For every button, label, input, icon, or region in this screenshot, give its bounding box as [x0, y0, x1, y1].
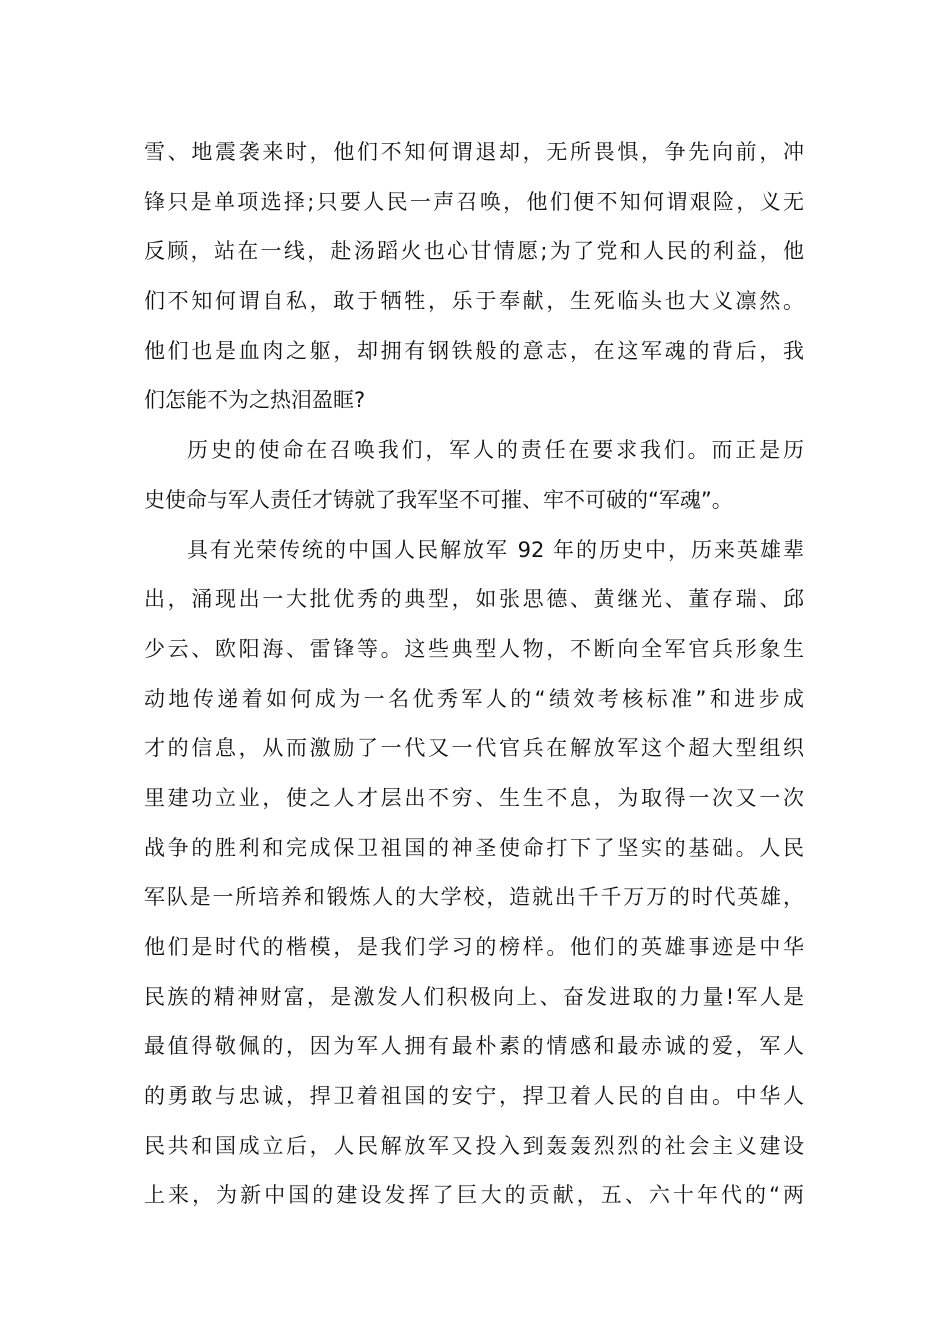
text-line: 他们是时代的楷模，是我们学习的榜样。他们的英雄事迹是中华: [144, 935, 804, 959]
text-line: 他们也是血肉之躯，却拥有钢铁般的意志，在这军魂的背后，我: [144, 338, 804, 363]
text-line: 史使命与军人责任才铸就了我军坚不可摧、牢不可破的“军魂”。: [144, 487, 733, 512]
text-line: 战争的胜利和完成保卫祖国的神圣使命打下了坚实的基础。人民: [144, 835, 804, 860]
text-line: 最值得敬佩的，因为军人拥有最朴素的情感和最赤诚的爱，军人: [144, 1034, 804, 1059]
text-line: 们不知何谓自私，敢于牺牲，乐于奉献，生死临头也大义凛然。: [144, 289, 804, 314]
text-line: 军队是一所培养和锻炼人的大学校，造就出千千万万的时代英雄，: [144, 885, 804, 910]
text-line: 们怎能不为之热泪盈眶?: [144, 388, 366, 413]
text-line: 反顾，站在一线，赴汤蹈火也心甘情愿;为了党和人民的利益，他: [144, 239, 804, 264]
text-line: 少云、欧阳海、雷锋等。这些典型人物，不断向全军官兵形象生: [144, 636, 804, 661]
text-line: 才的信息，从而激励了一代又一代官兵在解放军这个超大型组织: [144, 736, 804, 761]
text-line: 民族的精神财富，是激发人们积极向上、奋发进取的力量!军人是: [144, 984, 804, 1009]
text-line: 历史的使命在召唤我们，军人的责任在要求我们。而正是历: [187, 438, 804, 463]
text-line: 具有光荣传统的中国人民解放军 92 年的历史中，历来英雄辈: [187, 537, 804, 562]
text-line: 里建功立业，使之人才层出不穷、生生不息，为取得一次又一次: [144, 785, 804, 810]
text-line: 民共和国成立后，人民解放军又投入到轰轰烈烈的社会主义建设: [144, 1133, 804, 1158]
text-line: 的勇敢与忠诚，捍卫着祖国的安宁，捍卫着人民的自由。中华人: [144, 1084, 804, 1109]
text-line: 出，涌现出一大批优秀的典型，如张思德、黄继光、董存瑞、邱: [144, 587, 804, 612]
document-body: [144, 128, 804, 1221]
text-line: 动地传递着如何成为一名优秀军人的“绩效考核标准”和进步成: [144, 686, 804, 711]
text-line: 锋只是单项选择;只要人民一声召唤，他们便不知何谓艰险，义无: [144, 189, 804, 214]
text-line: 雪、地震袭来时，他们不知何谓退却，无所畏惧，争先向前，冲: [144, 140, 804, 164]
text-line: 上来，为新中国的建设发挥了巨大的贡献，五、六十年代的“两: [144, 1183, 804, 1208]
